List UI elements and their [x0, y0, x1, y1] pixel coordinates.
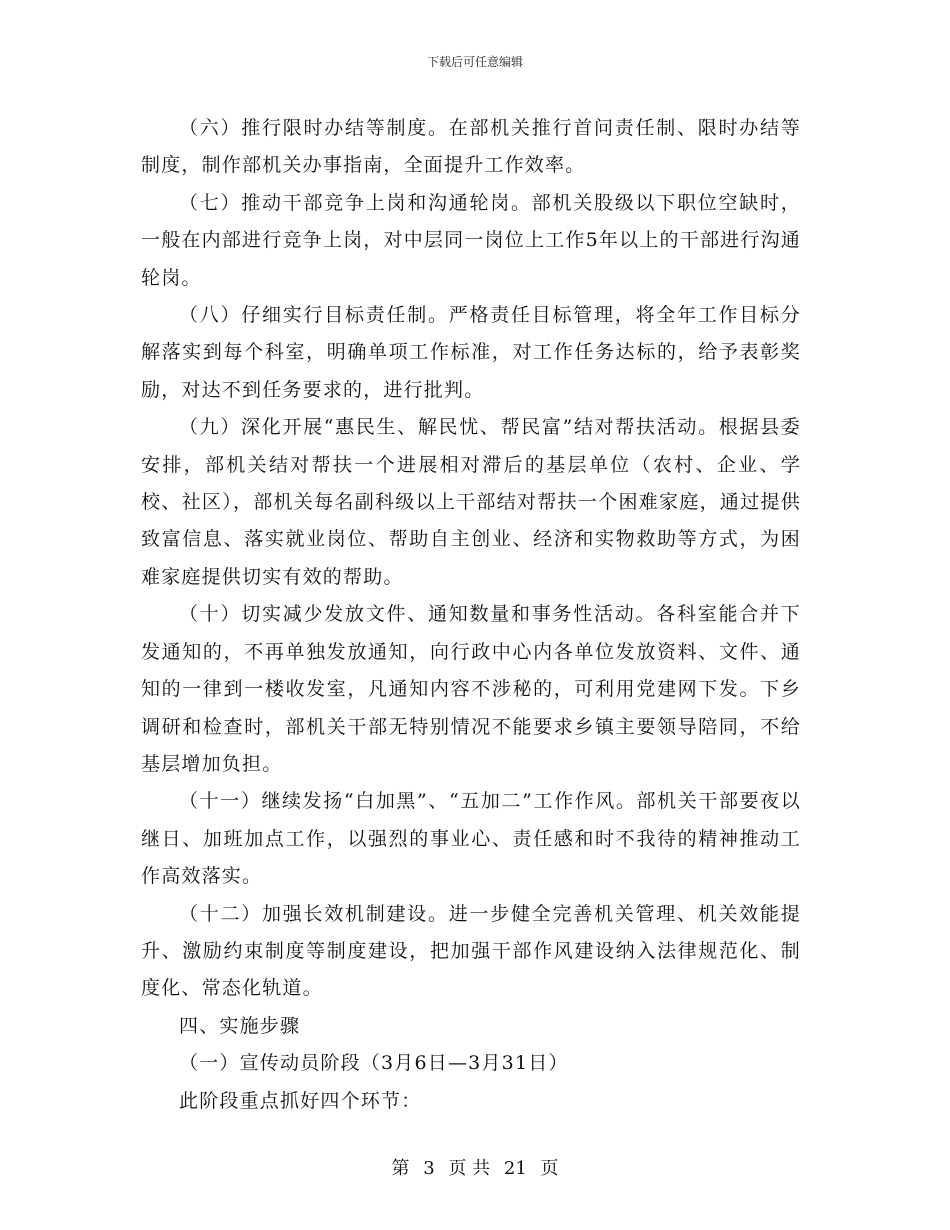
paragraph-12: （十二）加强长效机制建设。进一步健全完善机关管理、机关效能提升、激励约束制度等制度建设，把加强干部作风建设纳入法律规范化、制度化、常态化轨道。 — [141, 902, 801, 1000]
page-footer — [0, 1154, 950, 1180]
footer-total-pages: 21 — [503, 1158, 527, 1179]
footer-page-number: 3 — [423, 1158, 435, 1179]
paragraph-10: （十）切实减少发放文件、通知数量和事务性活动。各科室能合并下发通知的，不再单独发放通知，向行政中心内各单位发放资料、文件、通知的一律到一楼收发室，凡通知内容不涉秘的，可利用党建网下发。下乡调研和检查时，部机关干部无特别情况不能要求乡镇主要领导陪同，不给基层增加负担。 — [141, 603, 801, 775]
paragraph-6: （六）推行限时办结等制度。在部机关推行首问责任制、限时办结等制度，制作部机关办事指南，全面提升工作效率。 — [141, 117, 801, 177]
paragraph-8: （八）仔细实行目标责任制。严格责任目标管理，将全年工作目标分解落实到每个科室，明确单项工作标准，对工作任务达标的，给予表彰奖励，对达不到任务要求的，进行批判。 — [141, 304, 801, 401]
paragraph-four-links: 此阶段重点抓好四个环节： — [179, 1089, 422, 1112]
document-body — [141, 110, 801, 1120]
footer-middle: 页 共 — [448, 1158, 491, 1179]
section-heading-implementation-steps: 四、实施步骤 — [179, 1014, 301, 1037]
paragraph-11: （十一）继续发扬“白加黑”、“五加二”工作作风。部机关干部要夜以继日、加班加点工作，以强烈的事业心、责任感和时不我待的精神推动工作高效落实。 — [141, 790, 801, 888]
footer-prefix: 第 — [391, 1158, 410, 1179]
footer-suffix: 页 — [540, 1158, 559, 1179]
subsection-heading-mobilization: （一）宣传动员阶段（3月6日—3月31日） — [179, 1052, 569, 1075]
paragraph-7: （七）推动干部竞争上岗和沟通轮岗。部机关股级以下职位空缺时，一般在内部进行竞争上岗，对中层同一岗位上工作5年以上的干部进行沟通轮岗。 — [141, 191, 801, 289]
paragraph-9: （九）深化开展“惠民生、解民忧、帮民富”结对帮扶活动。根据县委安排，部机关结对帮扶一个进展相对滞后的基层单位（农村、企业、学校、社区），部机关每名副科级以上干部结对帮扶一个困难家庭，通过提供致富信息、落实就业岗位、帮助自主创业、经济和实物救助等方式，为困难家庭提供切实有效的帮助。 — [141, 416, 801, 588]
page-header: 下载后可任意编辑 — [426, 55, 523, 69]
